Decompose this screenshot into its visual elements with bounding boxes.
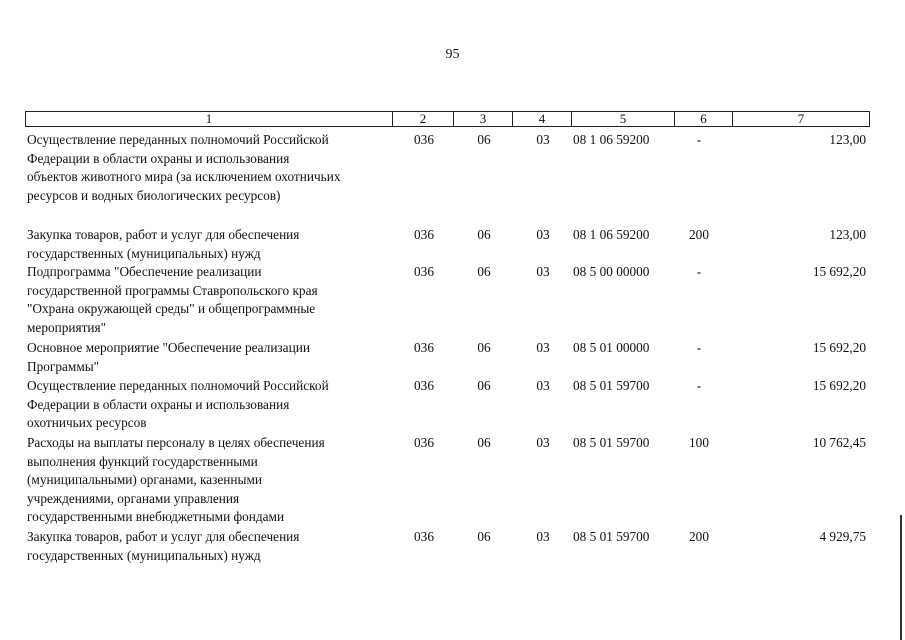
row-col-2: 036 [414, 227, 434, 242]
row-name-line: Закупка товаров, работ и услуг для обеспечения [27, 529, 300, 544]
row-name-line: (муниципальными) органами, казенными [27, 472, 262, 488]
row-name [27, 528, 397, 565]
row-name-line: мероприятия" [27, 319, 107, 335]
page-number: 95 [445, 47, 460, 62]
row-col-2: 036 [414, 132, 434, 147]
row-col-6: - [696, 264, 702, 279]
row-col-7: 15 692,20 [812, 378, 866, 393]
row-name [27, 263, 397, 337]
row-name-line: Программы" [27, 358, 100, 374]
row-name-line: "Охрана окружающей среды" и общепрограммные [27, 301, 316, 317]
row-col-5: 08 5 01 59700 [573, 435, 650, 450]
row-col-5: 08 1 06 59200 [573, 132, 650, 147]
row-name-line: государственных (муниципальных) нужд [27, 245, 261, 261]
header-col-7: 7 [732, 112, 869, 126]
table-header [25, 111, 870, 127]
row-col-5: 08 5 01 59700 [573, 529, 650, 544]
row-col-6: - [696, 340, 702, 355]
row-col-6: - [696, 132, 702, 147]
header-col-2: 2 [392, 112, 453, 126]
row-name-line: Федерации в области охраны и использования [27, 396, 290, 412]
row-name [27, 339, 397, 376]
row-col-7: 15 692,20 [812, 264, 866, 279]
row-col-4: 03 [536, 340, 550, 355]
row-col-7: 10 762,45 [812, 435, 866, 450]
row-col-6: 200 [689, 529, 709, 544]
row-name-line: государственных (муниципальных) нужд [27, 547, 261, 563]
row-name [27, 434, 397, 527]
row-name-line: Расходы на выплаты персоналу в целях обеспечения [27, 435, 325, 450]
row-col-3: 06 [477, 435, 491, 450]
row-col-6: - [696, 378, 702, 393]
row-col-2: 036 [414, 340, 434, 355]
row-col-2: 036 [414, 529, 434, 544]
row-col-7: 15 692,20 [812, 340, 866, 355]
row-col-3: 06 [477, 340, 491, 355]
header-col-4: 4 [512, 112, 571, 126]
row-name-line: учреждениями, органами управления [27, 490, 240, 506]
row-col-7: 4 929,75 [819, 529, 866, 544]
row-col-2: 036 [414, 378, 434, 393]
row-name-line: государственной программы Ставропольского края [27, 282, 318, 298]
row-name-line: объектов животного мира (за исключением охотничьих [27, 169, 341, 185]
row-col-3: 06 [477, 132, 491, 147]
row-col-2: 036 [414, 264, 434, 279]
row-name [27, 377, 397, 433]
row-col-5: 08 5 00 00000 [573, 264, 650, 279]
row-name-line: Осуществление переданных полномочий Российской [27, 132, 329, 147]
row-col-7: 123,00 [829, 227, 866, 242]
row-col-6: 200 [689, 227, 709, 242]
row-name-line: Закупка товаров, работ и услуг для обеспечения [27, 227, 300, 242]
row-col-4: 03 [536, 529, 550, 544]
row-col-5: 08 5 01 00000 [573, 340, 650, 355]
row-name [27, 131, 397, 205]
header-col-6: 6 [674, 112, 732, 126]
row-name [27, 226, 397, 263]
row-col-3: 06 [477, 227, 491, 242]
row-col-5: 08 1 06 59200 [573, 227, 650, 242]
row-col-3: 06 [477, 378, 491, 393]
row-col-7: 123,00 [829, 132, 866, 147]
row-col-3: 06 [477, 264, 491, 279]
row-col-4: 03 [536, 227, 550, 242]
row-col-3: 06 [477, 529, 491, 544]
row-name-line: Основное мероприятие "Обеспечение реализации [27, 340, 310, 355]
scan-edge-mark [900, 515, 902, 640]
row-name-line: охотничьих ресурсов [27, 415, 147, 431]
header-col-1: 1 [205, 111, 213, 126]
row-name-line: ресурсов и водных биологических ресурсов) [27, 187, 281, 203]
header-col-5: 5 [571, 112, 674, 126]
row-col-4: 03 [536, 378, 550, 393]
row-col-6: 100 [689, 435, 709, 450]
row-col-5: 08 5 01 59700 [573, 378, 650, 393]
row-col-4: 03 [536, 132, 550, 147]
row-name-line: выполнения функций государственными [27, 453, 258, 469]
row-name-line: Осуществление переданных полномочий Российской [27, 378, 329, 393]
header-col-3: 3 [453, 112, 512, 126]
row-col-4: 03 [536, 435, 550, 450]
row-name-line: государственными внебюджетными фондами [27, 509, 285, 525]
row-col-2: 036 [414, 435, 434, 450]
row-col-4: 03 [536, 264, 550, 279]
row-name-line: Подпрограмма "Обеспечение реализации [27, 264, 262, 279]
row-name-line: Федерации в области охраны и использования [27, 150, 290, 166]
